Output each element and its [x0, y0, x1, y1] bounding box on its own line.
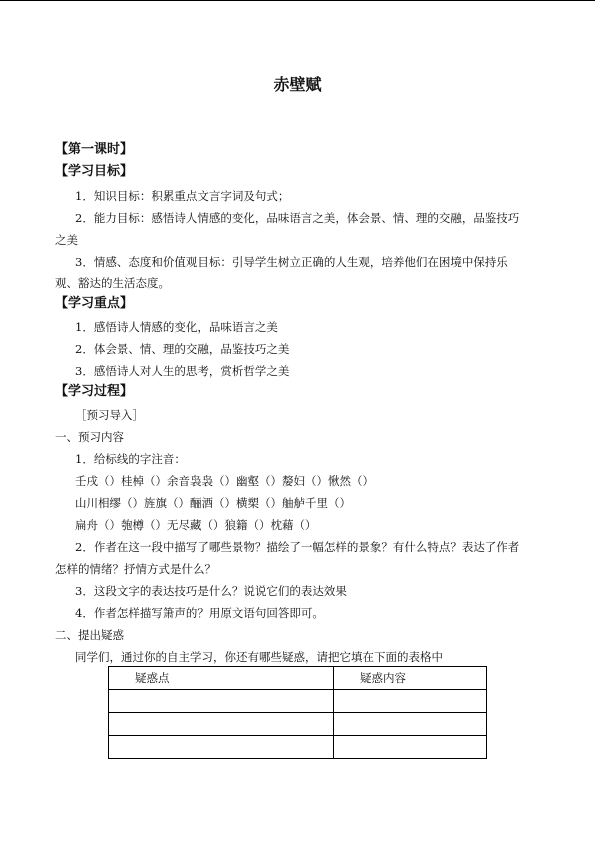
- page-title: 赤壁赋: [273, 75, 322, 94]
- key-point-line: 2．体会景、情、理的交融，品鉴技巧之美: [75, 342, 290, 356]
- goal-line: 之美: [55, 233, 78, 247]
- table-row: [109, 713, 487, 736]
- table-cell[interactable]: [109, 690, 334, 713]
- question-one: 1．给标线的字注音：: [75, 452, 186, 466]
- table-cell[interactable]: [109, 713, 334, 736]
- section-two-title: 二、提出疑惑: [55, 628, 124, 642]
- section-one-title: 一、预习内容: [55, 430, 124, 444]
- table-cell[interactable]: [334, 713, 487, 736]
- goal-line: 3．情感、态度和价值观目标：引导学生树立正确的人生观，培养他们在困境中保持乐: [75, 255, 508, 269]
- table-header-cell: 疑惑内容: [334, 667, 487, 690]
- questions-table: [108, 666, 487, 759]
- key-points-heading: 【学习重点】: [55, 296, 134, 311]
- pinyin-row: 山川相缪（）旌旗（）酾酒（）横槊（）舳舻千里（）: [75, 496, 351, 510]
- table-cell[interactable]: [109, 736, 334, 759]
- question-two-line: 怎样的情绪？抒情方式是什么？: [55, 562, 216, 576]
- table-row: [109, 690, 487, 713]
- question-four: 4．作者怎样描写箫声的？用原文语句回答即可。: [75, 606, 324, 620]
- goal-line: 2．能力目标：感悟诗人情感的变化，品味语言之美，体会景、情、理的交融，品鉴技巧: [75, 211, 520, 225]
- table-cell[interactable]: [334, 690, 487, 713]
- question-three: 3．这段文字的表达技巧是什么？说说它们的表达效果: [75, 584, 347, 598]
- table-cell[interactable]: [334, 736, 487, 759]
- question-two-line: 2．作者在这一段中描写了哪些景物？描绘了一幅怎样的景象？有什么特点？表达了作者: [75, 540, 520, 554]
- process-heading: 【学习过程】: [55, 384, 134, 399]
- goal-line: 观、豁达的生活态度。: [55, 276, 170, 290]
- table-row: [109, 736, 487, 759]
- table-header-cell: 疑惑点: [109, 667, 334, 690]
- pinyin-row: 壬戌（）桂棹（）余音袅袅（）幽壑（）嫠妇（）愀然（）: [75, 474, 374, 488]
- key-point-line: 3．感悟诗人对人生的思考，赏析哲学之美: [75, 364, 290, 378]
- table-header-row: [109, 667, 487, 690]
- table-intro: 同学们，通过你的自主学习，你还有哪些疑惑，请把它填在下面的表格中: [75, 650, 443, 664]
- preview-bracket-label: ［预习导入］: [75, 408, 144, 422]
- lesson-heading: 【第一课时】: [55, 142, 134, 157]
- goals-heading: 【学习目标】: [55, 164, 134, 179]
- goal-line: 1．知识目标：积累重点文言字词及句式；: [75, 189, 290, 203]
- key-point-line: 1．感悟诗人情感的变化，品味语言之美: [75, 320, 278, 334]
- pinyin-row: 扁舟（）匏樽（）无尽藏（）狼籍（）枕藉（）: [75, 518, 317, 532]
